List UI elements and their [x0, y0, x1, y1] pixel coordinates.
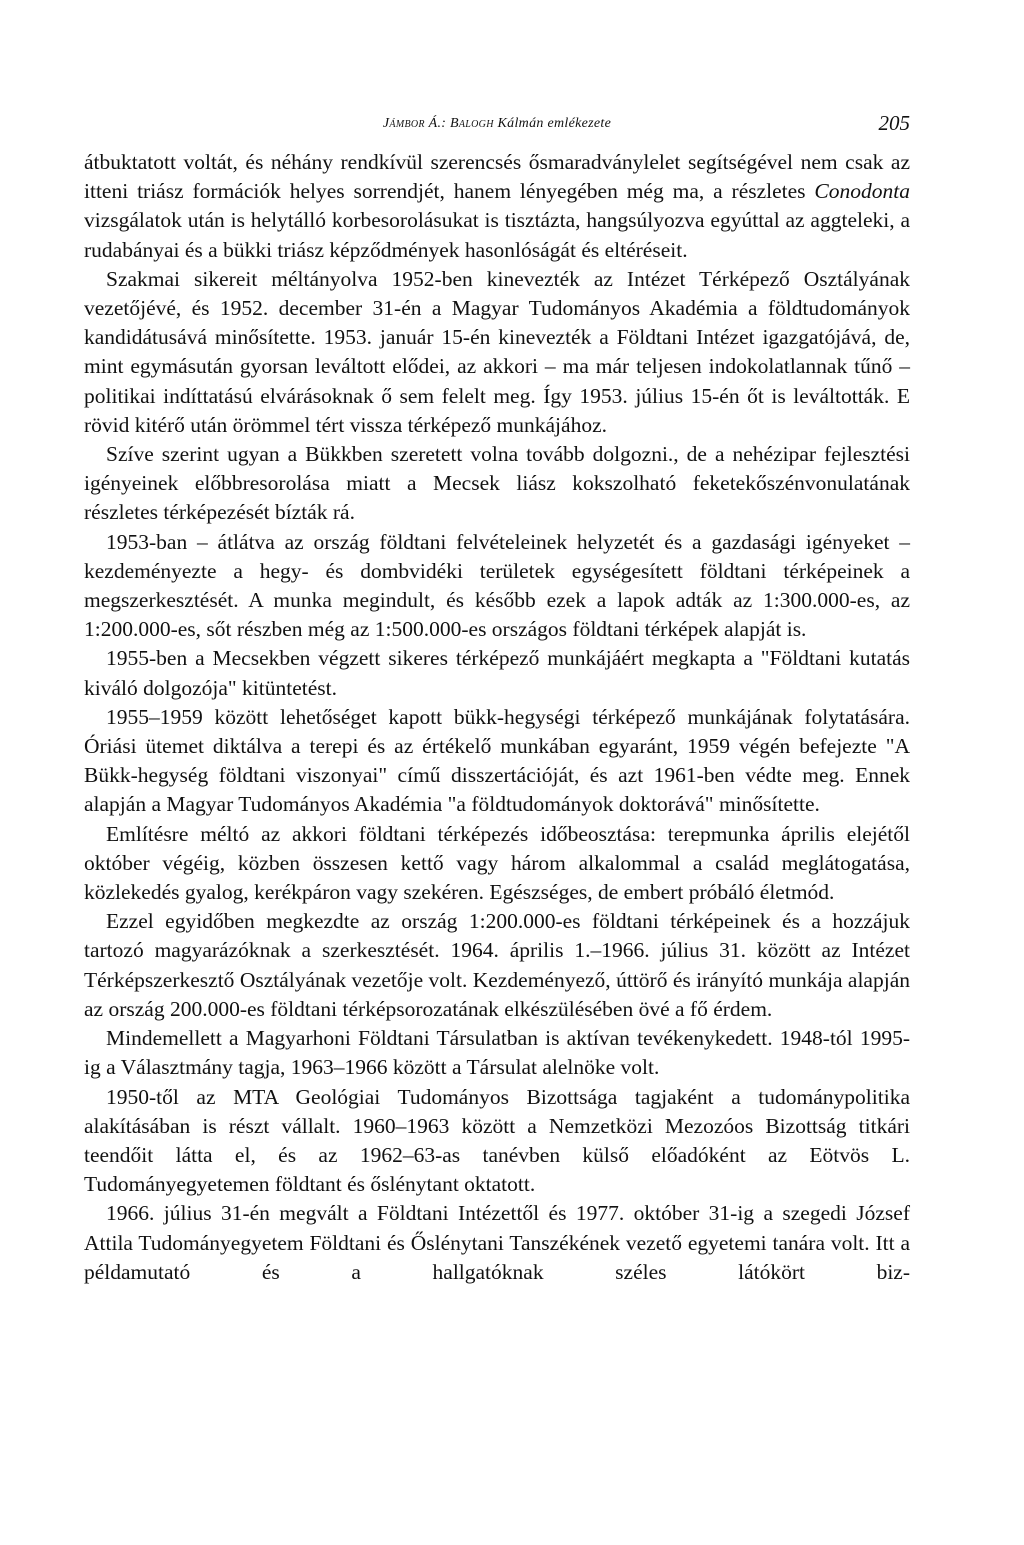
running-head-subject-surname: Balogh: [450, 116, 494, 131]
paragraph-4: 1953-ban – átlátva az ország földtani felvételeinek helyzetét és a gazdasági igényeket – kezdeményezte a hegy- és dombvidéki területek egységesített földtani térképeinek a megszerkesztését. A munka megindult, és később ezek a lapok adták az 1:300.000-es, az 1:200.000-es, sőt részben még az 1:500.000-es országos földtani térképek alapját is.: [84, 529, 910, 642]
paragraph-6: 1955–1959 között lehetőséget kapott bükk-hegységi térképező munkájának folytatására. Óriási ütemet diktálva a terepi és az értékelő munkában egyaránt, 1959 végén befejezte "A Bükk-hegység földtani viszonyai" című disszertációját, és azt 1961-ben védte meg. Ennek alapján a Magyar Tudományos Akadémia "a földtudományok doktorává" minősítette.: [84, 704, 910, 817]
paragraph-5: 1955-ben a Mecsekben végzett sikeres térképező munkájáért megkapta a "Földtani kutatás kiváló dolgozója" kitüntetést.: [84, 646, 910, 700]
paragraph-3: Szíve szerint ugyan a Bükkben szeretett volna tovább dolgozni., de a nehézipar fejlesztési igényeinek előbbresorolása miatt a Mecsek liász kokszolható feketekőszénvonulatának részletes térképezését bízták rá.: [84, 442, 910, 525]
running-head-title-rest: Kálmán emlékezete: [497, 116, 612, 131]
paragraph-10: 1950-től az MTA Geológiai Tudományos Bizottsága tagjaként a tudománypolitika alakításában is részt vállalt. 1960–1963 között a Nemzetközi Mezozóos Bizottság titkári teendőit látta el, és az 1962–63-as tanévben külső előadóként az Eötvös L. Tudományegyetemen földtant és őslénytant oktatott.: [84, 1084, 910, 1197]
document-page: [84, 100, 910, 1287]
paragraph-7: Említésre méltó az akkori földtani térképezés időbeosztása: terepmunka április elejétől október végéig, közben összesen kettő vagy három alkalommal a család meglátogatása, közlekedés gyalog, kerékpáron vagy szekéren. Egészséges, de embert próbáló életmód.: [84, 821, 910, 905]
paragraph-1-italic-term: Conodonta: [814, 179, 910, 204]
body-text: [84, 148, 910, 1287]
running-head-author: Jámbor Á.:: [382, 116, 447, 131]
paragraph-9: Mindemellett a Magyarhoni Földtani Társulatban is aktívan tevékenykedett. 1948-tól 1995-ig a Választmány tagja, 1963–1966 között a Társulat alelnöke volt.: [84, 1026, 910, 1080]
paragraph-11: 1966. július 31-én megvált a Földtani Intézettől és 1977. október 31-ig a szegedi József Attila Tudományegyetem Földtani és Őslénytani Tanszékének vezető egyetemi tanára volt. Itt a példamutató és a hallgatóknak széles látókört biz-: [84, 1201, 910, 1284]
paragraph-8: Ezzel egyidőben megkezdte az ország 1:200.000-es földtani térképeinek és a hozzájuk tartozó magyarázóknak a szerkesztését. 1964. április 1.–1966. július 31. között az Intézet Térképszerkesztő Osztályának vezetője volt. Kezdeményező, úttörő és irányító munkája alapján az ország 200.000-es földtani térképsorozatának elkészülésében övé a fő érdem.: [84, 909, 910, 1021]
page-number: 205: [878, 111, 910, 135]
paragraph-1-text-b: vizsgálatok után is helytálló korbesorolásukat is tisztázta, hangsúlyozva egyúttal az aggteleki, a rudabányai és a bükki triász képződmények hasonlóságát és eltéréseit.: [84, 208, 910, 262]
running-head: [84, 100, 910, 138]
running-head-title: [84, 116, 910, 132]
paragraph-2: Szakmai sikereit méltányolva 1952-ben kinevezték az Intézet Térképező Osztályának vezetőjévé, és 1952. december 31-én a Magyar Tudományos Akadémia a földtudományok kandidátusává minősítette. 1953. január 15-én kinevezték a Földtani Intézet igazgatójává, de, mint egymásután gyorsan leváltott elődei, az akkori – ma már teljesen indokolatlannak tűnő – politikai indíttatású elvárásoknak ő sem felelt meg. Így 1953. július 15-én őt is leváltották. E rövid kitérő után örömmel tért vissza térképező munkájához.: [84, 266, 910, 437]
paragraph-1-text-a: átbuktatott voltát, és néhány rendkívül szerencsés ősmaradványlelet segítségével nem csak az itteni triász formációk helyes sorrendjét, hanem lényegében még ma, a részletes: [84, 150, 910, 204]
paragraph-1: [84, 148, 910, 265]
